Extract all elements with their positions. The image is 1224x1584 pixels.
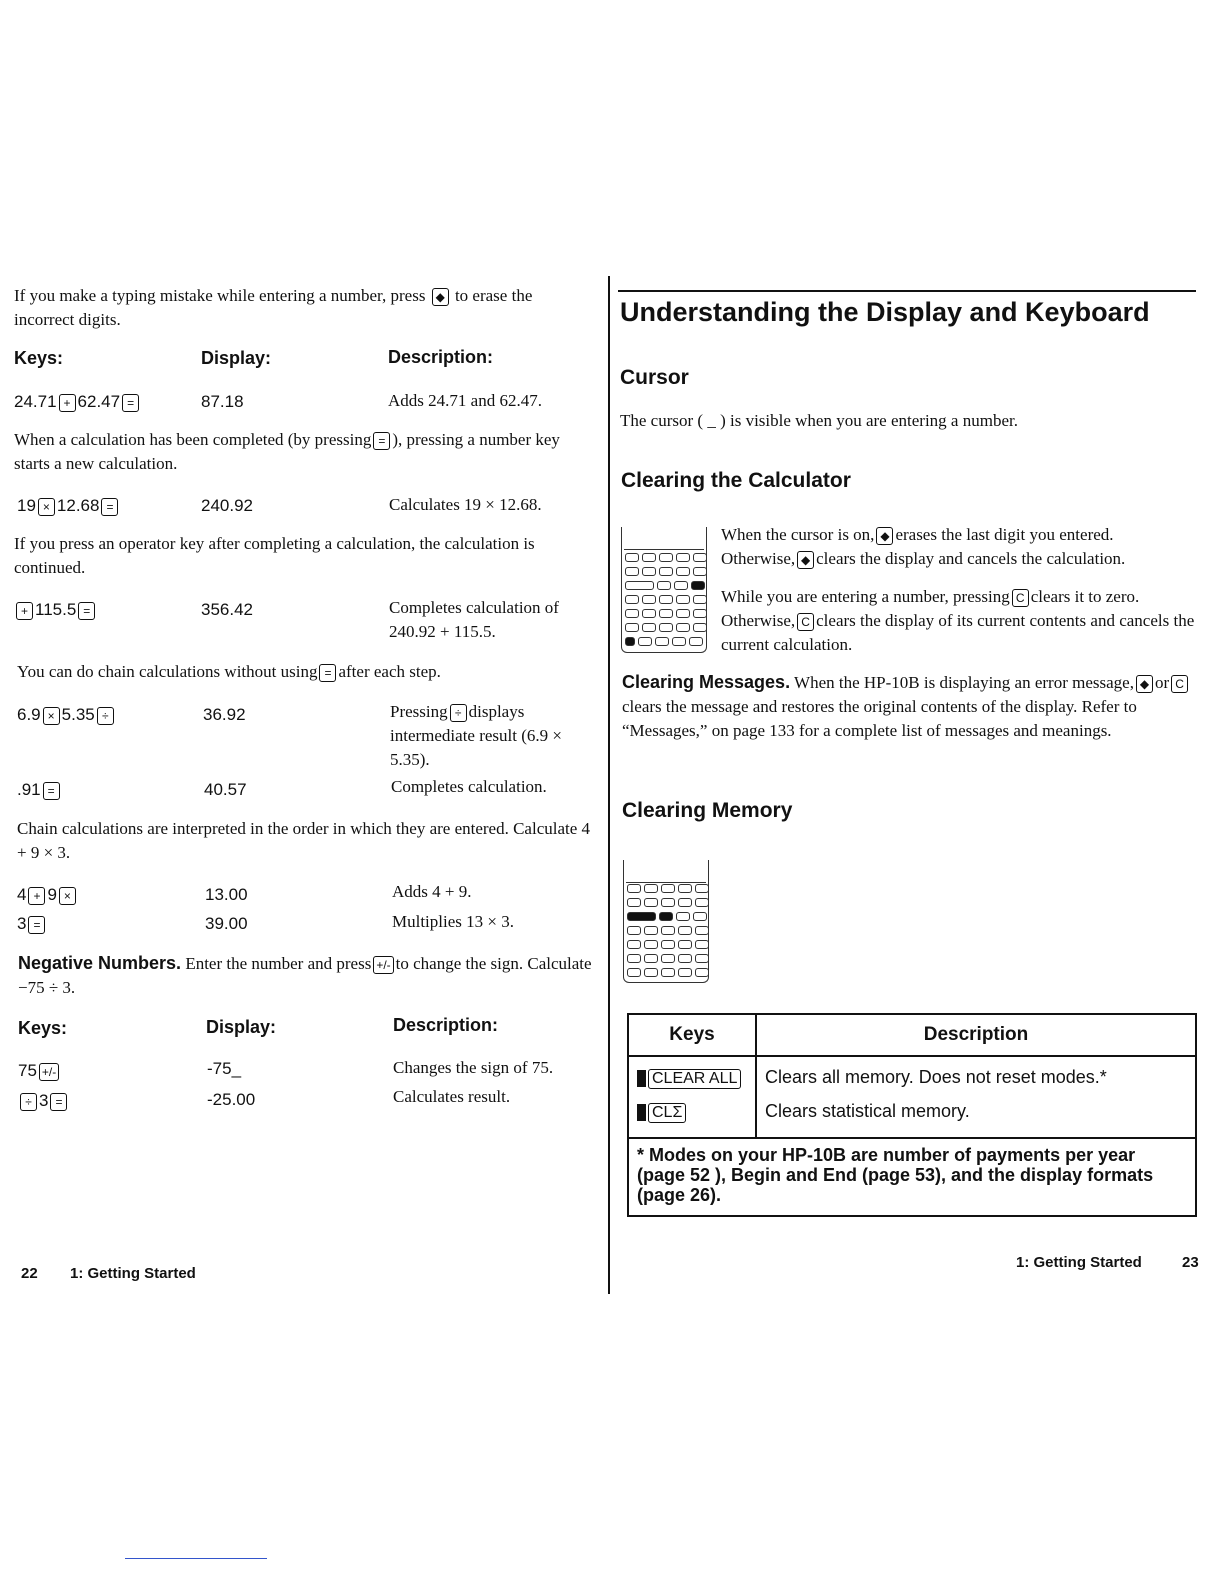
shift-key-icon bbox=[637, 1104, 646, 1121]
keystroke-row bbox=[17, 914, 47, 934]
negative-numbers-heading: Negative Numbers. bbox=[18, 953, 182, 973]
display-value: 356.42 bbox=[201, 600, 253, 619]
display-value: 40.57 bbox=[204, 780, 247, 799]
row-description: Completes calculation of 240.92 + 115.5. bbox=[389, 598, 559, 641]
keystroke-row bbox=[17, 885, 78, 905]
equals-key-icon: = bbox=[50, 1093, 67, 1111]
equals-key-icon: = bbox=[78, 602, 95, 620]
table-row bbox=[628, 1056, 1196, 1095]
title-rule bbox=[618, 290, 1196, 292]
multiply-key-icon: × bbox=[59, 887, 76, 905]
backspace-key-icon: ◆ bbox=[1136, 675, 1153, 693]
display-value: 36.92 bbox=[203, 705, 246, 724]
description-cell: Clears statistical memory. bbox=[765, 1101, 970, 1121]
plus-key-icon: + bbox=[59, 394, 76, 412]
paragraph-text: When the cursor is on, bbox=[721, 525, 875, 544]
operator-paragraph: If you press an operator key after completing a calculation, the calculation is continued. bbox=[14, 534, 535, 577]
divide-key-icon: ÷ bbox=[20, 1093, 37, 1111]
backspace-key-icon: ◆ bbox=[432, 288, 449, 306]
display-screen-icon bbox=[626, 860, 706, 883]
row-description: Calculates result. bbox=[393, 1087, 511, 1106]
paragraph-text: or bbox=[1154, 673, 1170, 692]
description-cell: Clears all memory. Does not reset modes.* bbox=[765, 1067, 1107, 1087]
order-paragraph: Chain calculations are interpreted in the order in which they are entered. Calculate 4 + 9 × 3. bbox=[17, 819, 591, 862]
paragraph-text: When a calculation has been completed (by pressing bbox=[14, 430, 372, 449]
clear-key-icon: C bbox=[1171, 675, 1188, 693]
change-sign-key-icon: +/- bbox=[39, 1063, 59, 1081]
change-sign-key-icon: +/- bbox=[373, 956, 393, 974]
paragraph-text: While you are entering a number, pressing bbox=[721, 587, 1010, 606]
row-description bbox=[390, 700, 590, 772]
shift-key-icon bbox=[637, 1070, 646, 1087]
display-value: 87.18 bbox=[201, 392, 244, 411]
clear-all-key: CLEAR ALL bbox=[648, 1069, 741, 1089]
right-footer-chapter: 1: Getting Started bbox=[1016, 1254, 1142, 1271]
description-header: Description: bbox=[393, 1015, 499, 1035]
backspace-key-icon: ◆ bbox=[797, 551, 814, 569]
row-description: Calculates 19 × 12.68. bbox=[389, 495, 542, 514]
row-description: Completes calculation. bbox=[391, 777, 547, 796]
completed-paragraph bbox=[14, 428, 574, 476]
row-description: Adds 24.71 and 62.47. bbox=[388, 391, 542, 410]
paragraph-text: clears the display and cancels the calculation. bbox=[816, 549, 1126, 568]
table-footnote-row bbox=[628, 1138, 1196, 1216]
left-page-number: 22 bbox=[21, 1265, 38, 1282]
intro-paragraph bbox=[14, 284, 584, 332]
key-row-icon bbox=[627, 912, 707, 921]
key-row-icon bbox=[627, 884, 709, 893]
paragraph-text: Enter the number and press bbox=[185, 954, 372, 973]
row-description: Changes the sign of 75. bbox=[393, 1058, 554, 1077]
key-number: 62.47 bbox=[77, 392, 121, 411]
keystroke-row bbox=[17, 780, 62, 800]
display-header: Display: bbox=[206, 1017, 277, 1037]
display-header: Display: bbox=[201, 348, 272, 368]
key-cell bbox=[628, 1056, 756, 1095]
clearing-calc-paragraph-1 bbox=[721, 523, 1191, 571]
cursor-text: The cursor ( _ ) is visible when you are entering a number. bbox=[620, 411, 1018, 430]
key-number: 12.68 bbox=[56, 496, 100, 515]
cursor-heading: Cursor bbox=[620, 366, 689, 389]
key-number: 6.9 bbox=[17, 705, 41, 724]
intro-text-end: to erase the incorrect digits. bbox=[14, 286, 533, 329]
keyboard-diagram-icon bbox=[621, 527, 707, 653]
equals-key-icon: = bbox=[101, 498, 118, 516]
display-value: 39.00 bbox=[205, 914, 248, 933]
keystroke-row bbox=[14, 600, 97, 620]
negative-numbers-paragraph bbox=[18, 951, 593, 1000]
table-row bbox=[628, 1095, 1196, 1138]
paragraph-text: ), pressing a number key starts a new calculation. bbox=[14, 430, 560, 473]
equals-key-icon: = bbox=[319, 664, 336, 682]
keys-header: Keys: bbox=[14, 348, 64, 368]
key-row-icon bbox=[625, 567, 707, 576]
display-value: 13.00 bbox=[205, 885, 248, 904]
paragraph-text: displays intermediate result (6.9 × 5.35). bbox=[390, 702, 562, 769]
key-number: 19 bbox=[17, 496, 36, 515]
equals-key-icon: = bbox=[122, 394, 139, 412]
clearing-calc-paragraph-2 bbox=[721, 585, 1196, 657]
key-row-icon bbox=[625, 595, 707, 604]
key-number: 3 bbox=[17, 914, 27, 933]
chain-paragraph bbox=[17, 660, 587, 684]
description-column-header: Description bbox=[756, 1014, 1196, 1056]
divide-key-icon: ÷ bbox=[97, 707, 114, 725]
keystroke-row bbox=[17, 496, 120, 516]
clearing-memory-heading: Clearing Memory bbox=[622, 799, 793, 822]
display-value: -75_ bbox=[207, 1059, 242, 1078]
intro-text: If you make a typing mistake while entering a number, press bbox=[14, 286, 426, 305]
paragraph-text: clears the display of its current contents and cancels the current calculation. bbox=[721, 611, 1195, 654]
keyboard-diagram-icon bbox=[623, 860, 709, 983]
paragraph-text: clears it to zero. Otherwise, bbox=[721, 587, 1140, 630]
row-description: Adds 4 + 9. bbox=[392, 882, 472, 901]
key-number: 115.5 bbox=[35, 600, 77, 619]
right-page-number: 23 bbox=[1182, 1254, 1199, 1271]
key-row-icon bbox=[627, 968, 709, 977]
key-number: 75 bbox=[18, 1061, 37, 1080]
key-row-icon bbox=[625, 623, 707, 632]
paragraph-text: after each step. bbox=[338, 662, 441, 681]
keystroke-row bbox=[18, 1061, 61, 1081]
page-title: Understanding the Display and Keyboard bbox=[620, 297, 1150, 327]
key-row-icon bbox=[625, 553, 707, 562]
key-row-icon bbox=[625, 581, 705, 590]
plus-key-icon: + bbox=[28, 887, 45, 905]
paragraph-text: to change the sign. Calculate −75 ÷ 3. bbox=[18, 954, 592, 997]
key-number: 24.71 bbox=[14, 392, 57, 411]
key-number: 9 bbox=[47, 885, 57, 904]
paragraph-text: You can do chain calculations without using bbox=[17, 662, 318, 681]
table-footnote: * Modes on your HP-10B are number of payments per year (page 52 ), Begin and End (page 53), and the display formats (page 26). bbox=[628, 1138, 1196, 1216]
clear-stat-key: CLΣ bbox=[648, 1103, 686, 1123]
equals-key-icon: = bbox=[373, 432, 390, 450]
key-row-icon bbox=[627, 926, 709, 935]
key-number: .91 bbox=[17, 780, 41, 799]
clearing-memory-table bbox=[627, 1013, 1197, 1217]
equals-key-icon: = bbox=[28, 916, 45, 934]
keystroke-row bbox=[17, 705, 116, 725]
display-screen-icon bbox=[624, 527, 704, 550]
keystroke-row bbox=[18, 1091, 69, 1111]
key-row-icon bbox=[627, 940, 709, 949]
row-description: Multiplies 13 × 3. bbox=[392, 912, 514, 931]
paragraph-text: When the HP-10B is displaying an error message, bbox=[794, 673, 1134, 692]
key-cell bbox=[628, 1095, 756, 1138]
multiply-key-icon: × bbox=[38, 498, 55, 516]
plus-key-icon: + bbox=[16, 602, 33, 620]
clear-key-icon: C bbox=[797, 613, 814, 631]
key-number: 4 bbox=[17, 885, 27, 904]
description-header: Description: bbox=[388, 347, 494, 367]
paragraph-text: Pressing bbox=[390, 702, 448, 721]
paragraph-text: erases the last digit you entered. Otherwise, bbox=[721, 525, 1114, 568]
key-row-icon bbox=[625, 637, 703, 646]
key-row-icon bbox=[627, 954, 709, 963]
key-number: 5.35 bbox=[61, 705, 95, 724]
clear-key-icon: C bbox=[1012, 589, 1029, 607]
key-row-icon bbox=[625, 609, 707, 618]
keys-column-header: Keys bbox=[628, 1014, 756, 1056]
decorative-rule bbox=[125, 1558, 267, 1559]
clearing-calculator-heading: Clearing the Calculator bbox=[621, 469, 851, 492]
table-header-row bbox=[628, 1014, 1196, 1056]
multiply-key-icon: × bbox=[43, 707, 60, 725]
key-number: 3 bbox=[39, 1091, 49, 1110]
paragraph-text: clears the message and restores the original contents of the display. Refer to “Messages,” on page 133 for a complete list of messages and meanings. bbox=[622, 697, 1137, 740]
backspace-key-icon: ◆ bbox=[876, 527, 893, 545]
display-value: -25.00 bbox=[207, 1090, 256, 1109]
key-row-icon bbox=[627, 898, 709, 907]
equals-key-icon: = bbox=[43, 782, 60, 800]
keystroke-row bbox=[14, 392, 141, 412]
clearing-messages-paragraph bbox=[622, 670, 1200, 743]
divide-key-icon: ÷ bbox=[450, 704, 467, 722]
clearing-messages-heading: Clearing Messages. bbox=[622, 672, 791, 692]
page-divider bbox=[608, 276, 610, 1294]
display-value: 240.92 bbox=[201, 496, 253, 515]
left-footer-chapter: 1: Getting Started bbox=[70, 1265, 196, 1282]
keys-header: Keys: bbox=[18, 1018, 68, 1038]
